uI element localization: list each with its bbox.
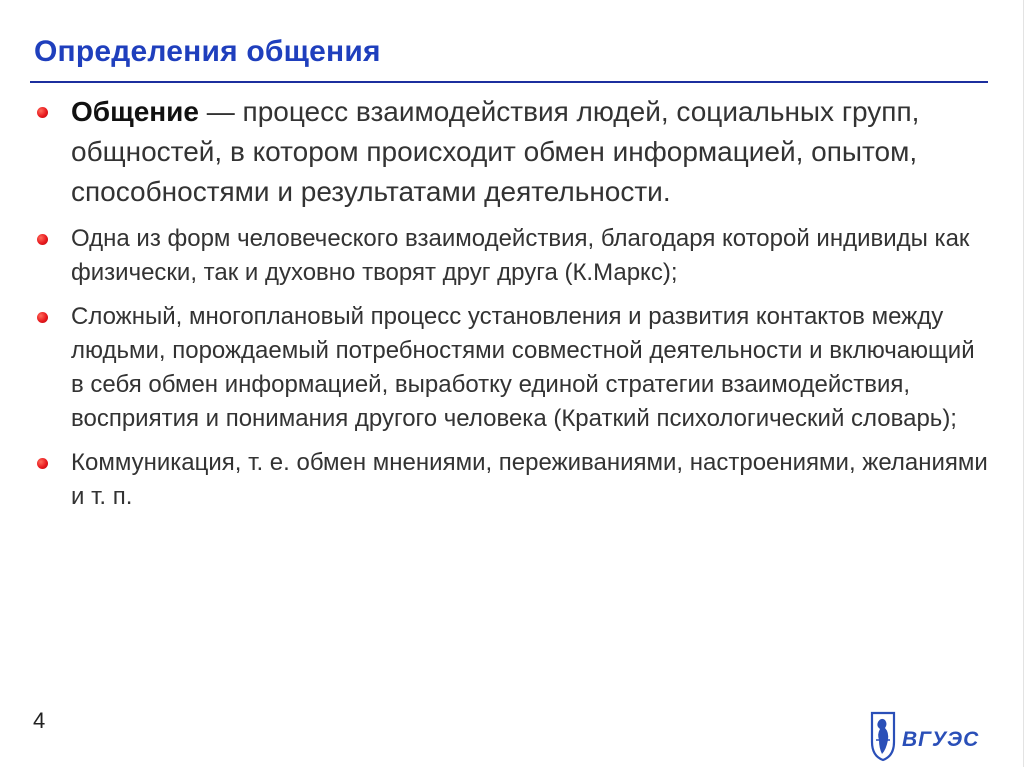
definition-item <box>36 300 994 436</box>
bullet-dot-icon <box>37 107 48 118</box>
definition-item <box>36 446 994 514</box>
slide-title: Определения общения <box>34 35 381 68</box>
university-logo <box>864 710 994 762</box>
definition-item <box>36 92 994 212</box>
definition-item <box>36 222 994 290</box>
bullet-dot-icon <box>37 458 48 469</box>
definition-text: — процесс взаимодействия людей, социальных групп, общностей, в котором происходит обмен информацией, опытом, способностями и результатами деятельности. <box>71 96 920 207</box>
definition-text: Коммуникация, т. е. обмен мнениями, переживаниями, настроениями, желаниями и т. п. <box>71 449 988 510</box>
definition-text: Одна из форм человеческого взаимодействия, благодаря которой индивиды как физически, так и духовно творят друг друга (К.Маркс); <box>71 225 970 286</box>
bullet-dot-icon <box>37 312 48 323</box>
definitions-list <box>36 92 994 524</box>
logo-wordmark: ВГУЭС <box>902 728 980 751</box>
crest-icon <box>872 713 894 760</box>
definition-term: Общение <box>71 96 199 127</box>
definition-text: Сложный, многоплановый процесс установления и развития контактов между людьми, порождаемый потребностями совместной деятельности и включающий в себя обмен информацией, выработку единой стратегии взаимодействия, восприятия и понимания другого человека (Краткий психологический словарь); <box>71 303 975 432</box>
page-number: 4 <box>33 708 46 733</box>
bullet-dot-icon <box>37 234 48 245</box>
title-divider <box>30 81 988 83</box>
